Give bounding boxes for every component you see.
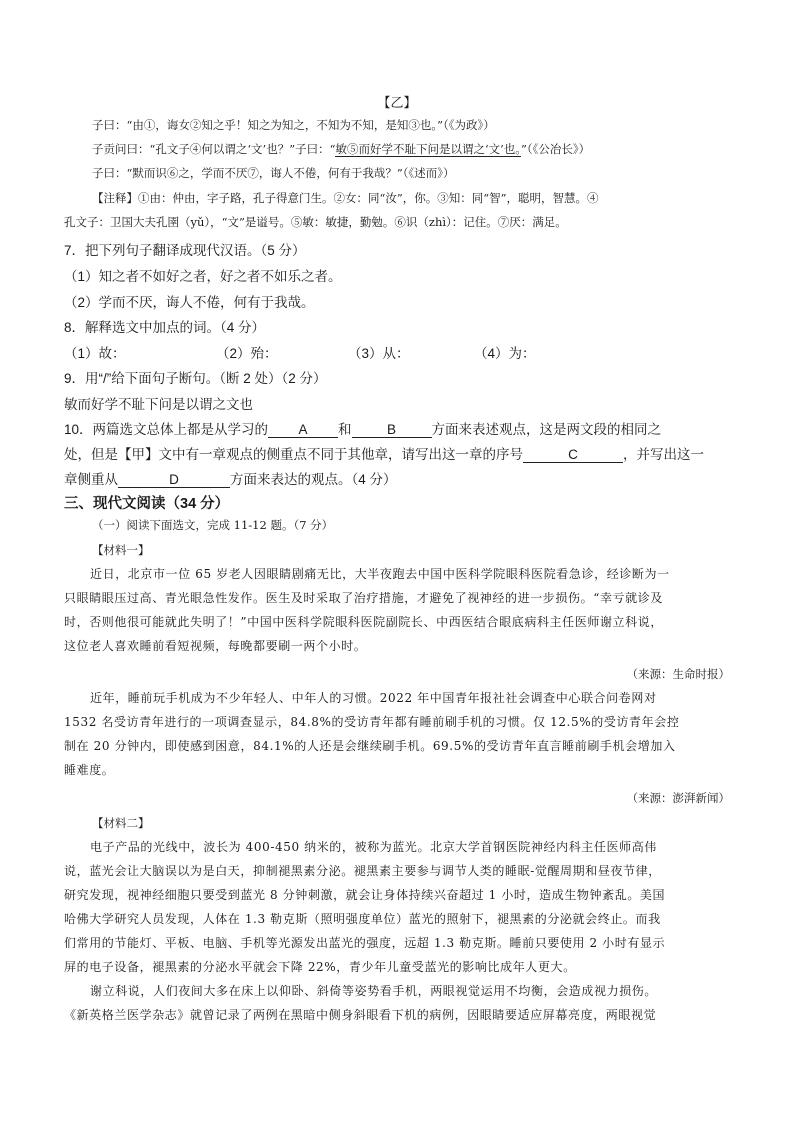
m1-p1-line: 这位老人喜欢睡前看短视频，每晚都要刷一两个小时。 <box>64 639 367 653</box>
material-1-paragraph-1 <box>64 562 734 658</box>
q10-text-f: 章侧重从 <box>64 472 118 487</box>
m2-p2-line: 《新英格兰医学杂志》就曾记录了两例在黑暗中侧身斜眼看下机的病例，因眼睛要适应屏幕亮度，两眼视觉 <box>64 1008 657 1022</box>
classic-line-2 <box>92 141 590 157</box>
m1-p2-line: 1532 名受访青年进行的一项调查显示，84.8%的受访青年都有睡前刷手机的习惯。仅 12.5%的受访青年会控 <box>64 715 680 729</box>
material-1-title: 【材料一】 <box>92 543 150 557</box>
question-8-item-1: （1）故： <box>64 346 126 361</box>
classic-line-3: 子曰：“默而识⑥之，学而不厌⑦，诲人不倦，何有于我哉？”（《述而》） <box>92 166 455 180</box>
m1-p2-line: 制在 20 分钟内，即使感到困意，84.1%的人还是会继续刷手机。69.5%的受访青年直言睡前刷手机会增加入 <box>64 739 676 753</box>
classic-line-1: 子曰：“由①，诲女②知之乎！知之为知之，不知为不知，是知③也。”（《为政》） <box>92 118 495 132</box>
question-8: 8．解释选文中加点的词。（4 分） <box>64 320 266 335</box>
source-1: （来源：生命时报） <box>626 667 730 681</box>
question-10-line-2 <box>64 443 704 463</box>
m2-p1-line: 屏的电子设备，褪黑素的分泌水平就会下降 22%，青少年儿童受蓝光的影响比成年人更大。 <box>64 960 576 974</box>
m2-p1-line: 研究发现，视神经细胞只要受到蓝光 8 分钟刺激，就会让身体持续兴奋超过 1 小时，造成生物钟紊乱。美国 <box>64 888 666 902</box>
q10-text-g: 方面来表达的观点。（4 分） <box>230 472 397 487</box>
m1-p1-line: 近日，北京市一位 65 岁老人因眼睛剧痛无比，大半夜跑去中国中医科学院眼科医院看急诊，经诊断为一 <box>90 567 670 581</box>
section-3-subtitle: （一）阅读下面选文，完成 11-12 题。（7 分） <box>92 518 334 532</box>
question-9: 9．用“/”给下面句子断句。（断 2 处）（2 分） <box>64 371 327 386</box>
classic-line-2-pre: 子贡问曰：“孔文子④何以谓之‘文’也？”子曰：“ <box>92 142 336 156</box>
question-7-1: （1）知之者不如好之者，好之者不如乐之者。 <box>64 269 342 284</box>
question-8-item-2: （2）殆： <box>216 346 278 361</box>
question-9-sentence: 敏而好学不耻下问是以谓之文也 <box>64 397 253 412</box>
question-10-line-1 <box>64 418 661 438</box>
question-7: 7．把下列句子翻译成现代汉语。（5 分） <box>64 243 306 258</box>
question-7-2: （2）学而不厌，诲人不倦，何有于我哉。 <box>64 295 315 310</box>
m1-p2-line: 近年，睡前玩手机成为不少年轻人、中年人的习惯。2022 年中国青年报社社会调查中心联合问卷网对 <box>90 691 657 705</box>
m2-p1-line: 们常用的节能灯、平板、电脑、手机等光源发出蓝光的强度，远超 1.3 勒克斯。睡前只要使用 2 小时有显示 <box>64 936 666 950</box>
m1-p2-line: 睡难度。 <box>64 763 115 777</box>
q10-blank-b[interactable]: B <box>352 422 432 438</box>
q10-text-e: ，并写出这一 <box>623 447 704 462</box>
material-1-paragraph-2 <box>64 686 734 782</box>
q10-text-b: 和 <box>338 422 352 437</box>
classic-line-2-post: ”（《公冶长》） <box>521 142 591 156</box>
section-3-title: 三、现代文阅读（34 分） <box>64 496 230 512</box>
classic-line-2-underlined: 敏⑤而好学不耻下问是以谓之‘文’也。 <box>335 142 522 156</box>
m2-p1-line: 说，蓝光会让大脑误以为是白天，抑制褪黑素分泌。褪黑素主要参与调节人类的睡眠-觉醒周期和昼夜节律， <box>64 864 661 878</box>
m2-p1-line: 电子产品的光线中，波长为 400-450 纳米的，被称为蓝光。北京大学首钢医院神经内科主任医师高伟 <box>90 840 657 854</box>
m1-p1-line: 只眼睛眼压过高、青光眼急性发作。医生及时采取了治疗措施，才避免了视神经的进一步损伤。“幸亏就诊及 <box>64 591 663 605</box>
q10-blank-d[interactable]: D <box>118 472 230 488</box>
q10-blank-a[interactable]: A <box>268 422 338 438</box>
material-2-paragraph-1 <box>64 835 734 1027</box>
section-yi-title: 【乙】 <box>377 96 417 111</box>
question-8-item-4: （4）为： <box>474 346 536 361</box>
annotation-line-1: 【注释】①由：仲由，字子路，孔子得意门生。②女：同“汝”，你。③知：同“智”，聪明，智慧。④ <box>92 191 599 205</box>
q10-text-d: 处，但是【甲】文中有一章观点的侧重点不同于其他章，请写出这一章的序号 <box>64 447 523 462</box>
q10-text-a: 10．两篇选文总体上都是从学习的 <box>64 422 269 437</box>
question-10-line-3 <box>64 468 397 488</box>
q10-text-c: 方面来表述观点，这是两文段的相同之 <box>431 422 662 437</box>
annotation-line-2: 孔文子：卫国大夫孔圉（yǔ），“文”是谥号。⑤敏：敏捷，勤勉。⑥识（zhì）：记住。⑦厌：满足。 <box>64 215 567 229</box>
m1-p1-line: 时，否则他很可能就此失明了！”中国中医科学院眼科医院副院长、中西医结合眼底病科主任医师谢立科说， <box>64 615 663 629</box>
q10-blank-c[interactable]: C <box>523 447 623 463</box>
source-2: （来源：澎湃新闻） <box>626 791 730 805</box>
m2-p1-line: 哈佛大学研究人员发现，人体在 1.3 勒克斯（照明强度单位）蓝光的照射下，褪黑素的分泌就会终止。而我 <box>64 912 661 926</box>
question-8-item-3: （3）从： <box>348 346 410 361</box>
m2-p2-line: 谢立科说，人们夜间大多在床上以仰卧、斜倚等姿势看手机，两眼视觉运用不均衡，会造成视力损伤。 <box>90 984 658 998</box>
material-2-title: 【材料二】 <box>92 816 150 830</box>
